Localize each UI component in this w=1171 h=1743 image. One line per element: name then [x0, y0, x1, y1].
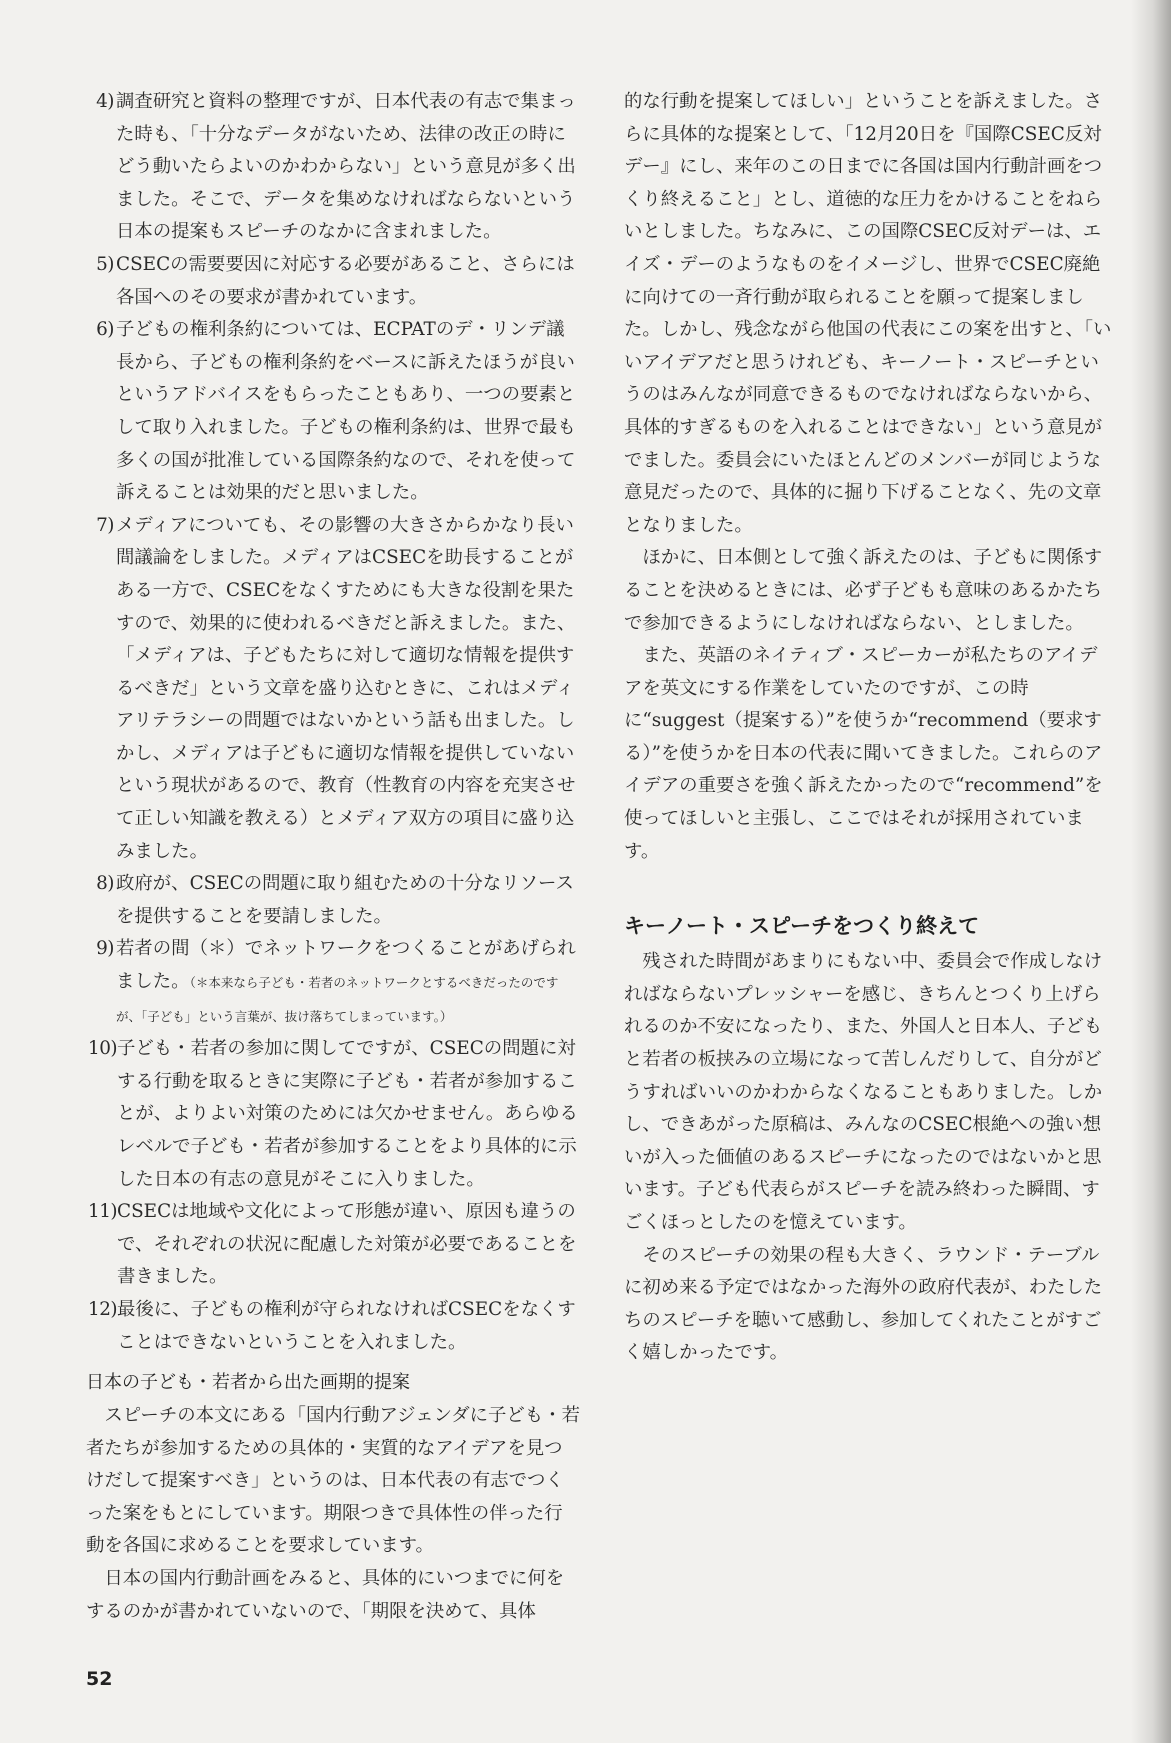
paragraph: また、英語のネイティブ・スピーカーが私たちのアイデアを英文にする作業をしていたのですが、この時に“suggest（提案する）”を使うか“recommend（要求する）”を使うかを日本の代表に聞いてきました。これらのアイデアの重要さを強く訴えたかったので“recommend”を使ってほしいと主張し、ここではそれが採用されています。: [624, 645, 1103, 862]
list-item-11: [88, 1196, 578, 1294]
list-number: 6): [96, 319, 114, 341]
list-item-12: [88, 1294, 578, 1359]
list-number: 10): [88, 1038, 118, 1060]
list-text: 子ども・若者の参加に関してですが、CSECの問題に対する行動を取るときに実際に子ども・若者が参加することが、よりよい対策のためには欠かせません。あらゆるレベルで子ども・若者が参加することをより具体的に示した日本の有志の意見がそこに入りました。: [117, 1038, 578, 1190]
list-item-10: [88, 1033, 578, 1196]
paragraph: ほかに、日本側として強く訴えたのは、子どもに関係することを決めるときには、必ず子どもも意味のあるかたちで参加できるようにしなければならない、としました。: [624, 547, 1103, 634]
list-text: 調査研究と資料の整理ですが、日本代表の有志で集まった時も、「十分なデータがないため、法律の改正の時にどう動いたらよいのかわからない」という意見が多く出ました。そこで、データを集めなければならないという日本の提案もスピーチのなかに含まれました。: [116, 91, 576, 243]
paragraph: スピーチの本文にある「国内行動アジェンダに子ども・若者たちが参加するための具体的・実質的なアイデアを見つけだして提案すべき」というのは、日本代表の有志でつくった案をもとにしています。期限つきで具体性の伴った行動を各国に求めることを要求しています。: [86, 1405, 580, 1557]
list-text: CSECは地域や文化によって形態が違い、原因も違うので、それぞれの状況に配慮した対策が必要であることを書きました。: [117, 1201, 577, 1288]
list-item-7: [88, 510, 578, 869]
list-text: 最後に、子どもの権利が守られなければCSECをなくすことはできないということを入れました。: [117, 1298, 576, 1353]
paragraph-continued: 的な行動を提案してほしい」ということを訴えました。さらに具体的な提案として、「12月20日を『国際CSEC反対デー』にし、来年のこの日までに各国は国内行動計画をつくり終えること」とし、道徳的な圧力をかけることをねらいとしました。ちなみに、この国際CSEC反対デーは、エイズ・デーのようなものをイメージし、世界でCSEC廃絶に向けての一斉行動が取られることを願って提案しました。しかし、残念ながら他国の代表にこの案を出すと、「いいアイデアだと思うけれども、キーノート・スピーチというのはみんなが同意できるものでなければならないから、具体的すぎるものを入れることはできない」という意見がでました。委員会にいたほとんどのメンバーが同じような意見だったので、具体的に掘り下げることなく、先の文章となりました。: [624, 91, 1112, 536]
right-column: [624, 86, 1114, 1370]
list-number: 11): [88, 1201, 118, 1223]
paragraph: そのスピーチの効果の程も大きく、ラウンド・テーブルに初め来る予定ではなかった海外の政府代表が、わたしたちのスピーチを聴いて感動し、参加してくれたことがすごく嬉しかったです。: [624, 1244, 1103, 1364]
paragraph: 残された時間があまりにもない中、委員会で作成しなければならないプレッシャーを感じ、きちんとつくり上げられるのか不安になったり、また、外国人と日本人、子どもと若者の板挟みの立場になって苦しんだりして、自分がどうすればいいのかわからなくなることもありました。しかし、できあがった原稿は、みんなのCSEC根絶への強い想いが入った価値のあるスピーチになったのではないかと思います。子ども代表らがスピーチを読み終わった瞬間、すごくほっとしたのを憶えています。: [624, 951, 1103, 1233]
list-number: 7): [96, 514, 114, 536]
list-text: メディアについても、その影響の大きさからかなり長い間議論をしました。メディアはCSECを助長することがある一方で、CSECをなくすためにも大きな役割を果たすので、効果的に使われるべきだと訴えました。また、「メディアは、子どもたちに対して適切な情報を提供するべきだ」という文章を盛り込むときに、これはメディアリテラシーの問題ではないかという話も出ました。しかし、メディアは子どもに適切な情報を提供していないという現状があるので、教育（性教育の内容を充実させて正しい知識を教える）とメディア双方の項目に盛り込みました。: [116, 514, 576, 862]
left-column: [88, 86, 578, 1359]
list-number: 5): [96, 253, 114, 275]
list-number: 9): [96, 938, 114, 960]
left-bottom-text: [86, 1400, 580, 1628]
list-item-5: [88, 249, 578, 314]
list-item-8: [88, 868, 578, 933]
list-item-4: [88, 86, 578, 249]
list-text-main: 若者の間（＊）でネットワークをつくることがあげられました。: [116, 938, 576, 993]
list-number: 12): [88, 1298, 118, 1320]
page-number: 52: [86, 1668, 113, 1690]
list-item-9: [88, 933, 578, 1033]
list-text: 政府が、CSECの問題に取り組むための十分なリソースを提供することを要請しました。: [116, 873, 574, 927]
list-text: [116, 933, 578, 1033]
paragraph: 日本の国内行動計画をみると、具体的にいつまでに何をするのかが書かれていないので、「期限を決めて、具体: [86, 1567, 565, 1622]
section-heading-keynote: キーノート・スピーチをつくり終えて: [624, 914, 980, 939]
list-text: 子どもの権利条約については、ECPATのデ・リンデ議長から、子どもの権利条約をベースに訴えたほうが良いというアドバイスをもらったこともあり、一つの要素として取り入れました。子どもの権利条約は、世界で最も多くの国が批准している国際条約なので、それを使って訴えることは効果的だと思いました。: [116, 319, 576, 504]
list-number: 8): [96, 873, 114, 895]
page-edge-shadow: [1131, 0, 1171, 1743]
footnote: （＊本来なら子ども・若者のネットワークとするべきだったのですが、「子ども」という言葉が、抜け落ちてしまっています。）: [116, 975, 559, 1024]
list-number: 4): [96, 91, 114, 112]
list-text: CSECの需要要因に対応する必要があること、さらには各国へのその要求が書かれています。: [116, 253, 575, 308]
list-item-6: [88, 314, 578, 510]
section-heading-proposal: 日本の子ども・若者から出た画期的提案: [86, 1372, 410, 1393]
